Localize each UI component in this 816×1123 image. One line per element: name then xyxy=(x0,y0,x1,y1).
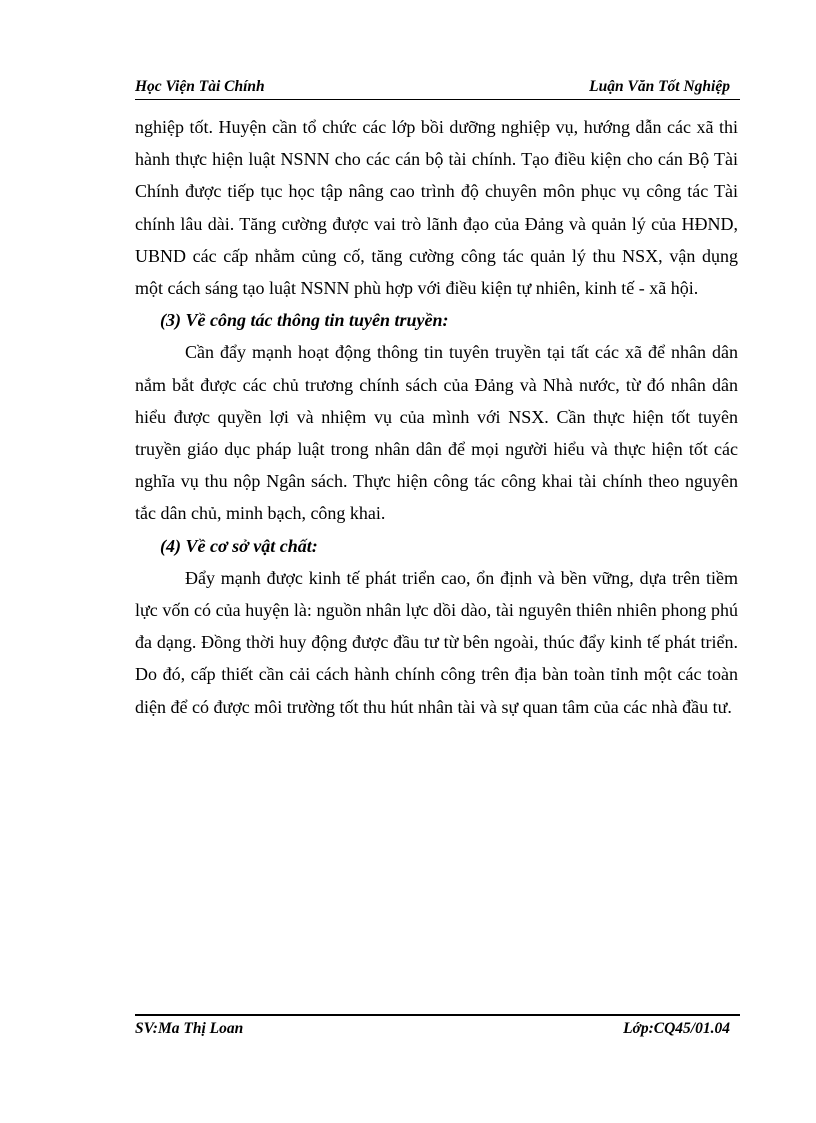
header-document-type: Luận Văn Tốt Nghiệp xyxy=(589,78,730,95)
body-paragraph: Cần đẩy mạnh hoạt động thông tin tuyên truyền tại tất các xã để nhân dân nắm bắt được các chủ trương chính sách của Đảng và Nhà nước, từ đó nhân dân hiểu được quyền lợi và nhiệm vụ của mình với NSX. Cần thực hiện tốt tuyên truyền giáo dục pháp luật trong nhân dân để mọi người hiểu và thực hiện tốt các nghĩa vụ thu nộp Ngân sách. Thực hiện công tác công khai tài chính theo nguyên tắc dân chủ, minh bạch, công khai. xyxy=(135,342,738,524)
footer-class-code: Lớp:CQ45/01.04 xyxy=(623,1020,730,1037)
page-body xyxy=(135,111,738,723)
header-divider xyxy=(135,99,740,100)
section-heading: (3) Về công tác thông tin tuyên truyền: xyxy=(160,310,449,331)
section-heading: (4) Về cơ sở vật chất: xyxy=(160,535,318,556)
header-institution: Học Viện Tài Chính xyxy=(135,78,265,95)
footer-student-name: SV:Ma Thị Loan xyxy=(135,1020,244,1037)
body-paragraph: Đẩy mạnh được kinh tế phát triển cao, ổn định và bền vững, dựa trên tiềm lực vốn có của huyện là: nguồn nhân lực dồi dào, tài nguyên thiên nhiên phong phú đa dạng. Đồng thời huy động được đầu tư từ bên ngoài, thúc đẩy kinh tế phát triển. Do đó, cấp thiết cần cải cách hành chính công trên địa bàn toàn tỉnh một các toàn diện để có được môi trường tốt thu hút nhân tài và sự quan tâm của các nhà đầu tư. xyxy=(135,567,738,717)
page-footer xyxy=(135,1020,740,1040)
page-header xyxy=(135,78,740,98)
body-paragraph: nghiệp tốt. Huyện cần tổ chức các lớp bồi dưỡng nghiệp vụ, hướng dẫn các xã thi hành thực hiện luật NSNN cho các cán bộ tài chính. Tạo điều kiện cho cán Bộ Tài Chính được tiếp tục học tập nâng cao trình độ chuyên môn phục vụ công tác Tài chính lâu dài. Tăng cường được vai trò lãnh đạo của Đảng và quản lý của HĐND, UBND các cấp nhằm củng cố, tăng cường công tác quản lý thu NSX, vận dụng một cách sáng tạo luật NSNN phù hợp với điều kiện tự nhiên, kinh tế - xã hội. xyxy=(135,117,738,299)
footer-divider xyxy=(135,1014,740,1016)
